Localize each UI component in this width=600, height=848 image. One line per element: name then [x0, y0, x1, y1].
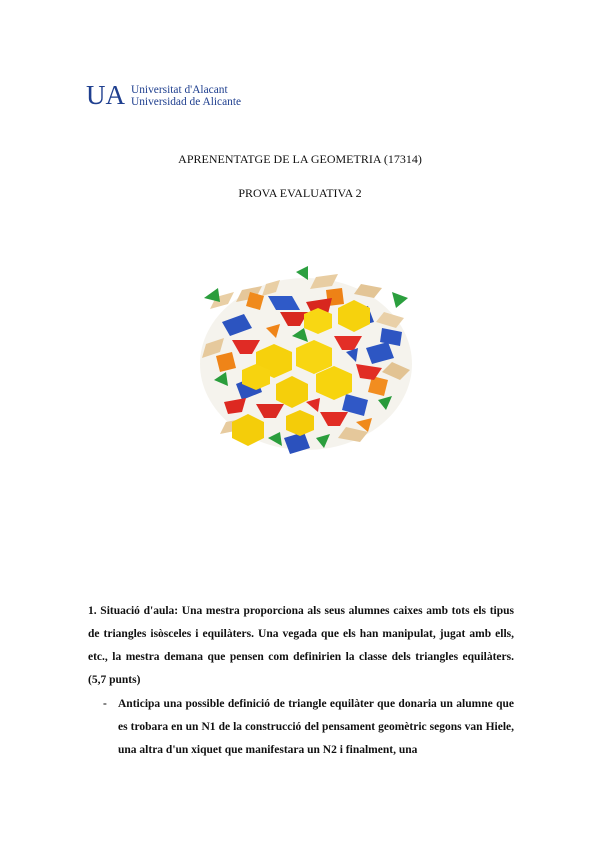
pattern-blocks-photo	[196, 252, 414, 462]
bullet-dash: -	[103, 698, 107, 710]
university-logo	[86, 82, 241, 109]
logo-line-spanish: Universidad de Alicante	[131, 95, 242, 108]
test-title: PROVA EVALUATIVA 2	[238, 186, 362, 200]
logo-text	[131, 84, 241, 108]
course-title: APRENENTATGE DE LA GEOMETRIA (17314)	[178, 152, 422, 166]
logo-mark: UA	[86, 80, 125, 110]
logo-line-valencian: Universitat d'Alacant	[131, 83, 228, 96]
question-1: 1. Situació d'aula: Una mestra proporciona als seus alumnes caixes amb tots els tipus de triangles isòsceles i equilàters. Una vegada que els han manipulat, jugat amb ells, etc., la mestra demana que pensen com definirien la classe dels triangles equilàters. (5,7 punts)	[88, 605, 514, 686]
question-1-bullet	[103, 693, 514, 762]
bullet-text: Anticipa una possible definició de triangle equilàter que donaria un alumne que es trobara en un N1 de la construcció del pensament geomètric segons van Hiele, una altra d'un xiquet que manifestara un N2 i finalment, una	[118, 698, 514, 756]
